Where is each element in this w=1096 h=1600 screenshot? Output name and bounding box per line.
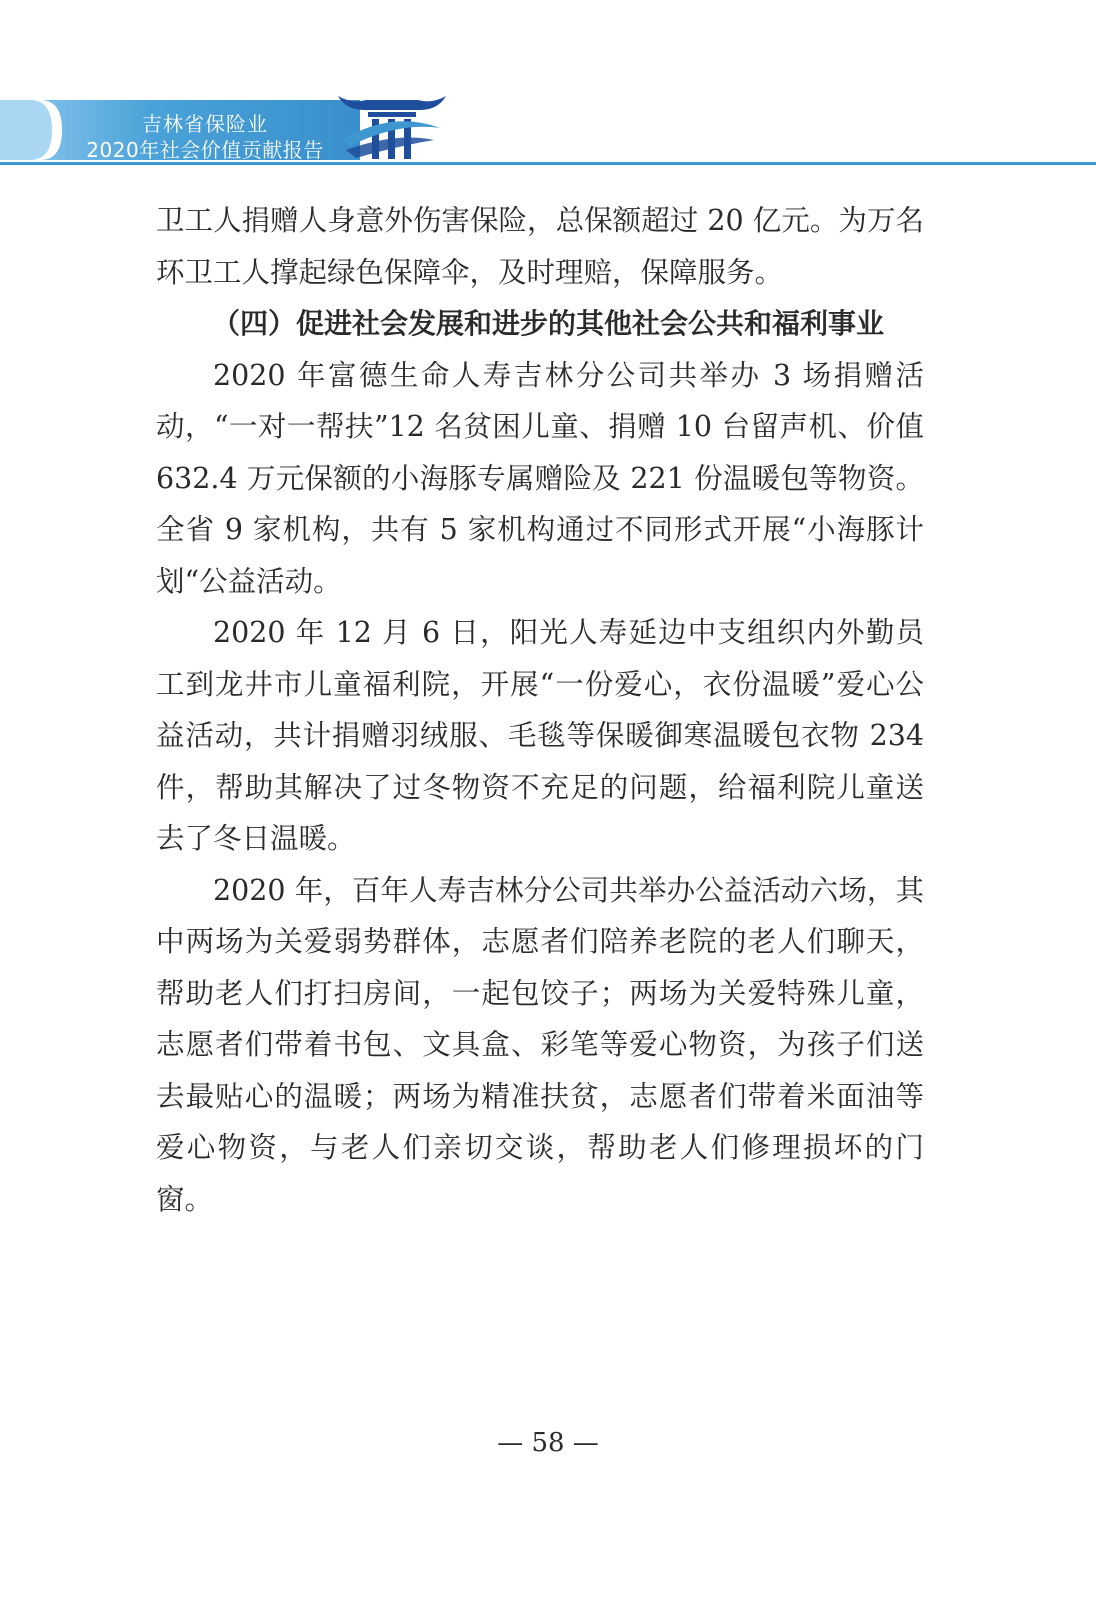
paragraph-sunshine-life: 2020 年 12 月 6 日，阳光人寿延边中支组织内外勤员工到龙井市儿童福利院，开展“一份爱心，衣份温暖”爱心公益活动，共计捐赠羽绒服、毛毯等保暖御寒温暖包衣物 234 件，帮助其解决了过冬物资不充足的问题，给福利院儿童送去了冬日温暖。 — [156, 616, 924, 855]
paragraph-continued: 卫工人捐赠人身意外伤害保险，总保额超过 20 亿元。为万名环卫工人撑起绿色保障伞，及时理赔，保障服务。 — [156, 204, 924, 289]
report-title: 2020年社会价值贡献报告 — [86, 138, 324, 162]
report-series-title: 吉林省保险业 — [142, 112, 268, 136]
page-body — [156, 195, 924, 1225]
page-header — [0, 0, 1096, 175]
section-heading: （四）促进社会发展和进步的其他社会公共和福利事业 — [212, 307, 885, 340]
page-number: — 58 — — [497, 1428, 599, 1458]
paragraph-aeon-life: 2020 年，百年人寿吉林分公司共举办公益活动六场，其中两场为关爱弱势群体，志愿者们陪养老院的老人们聊天，帮助老人们打扫房间，一起包饺子；两场为关爱特殊儿童，志愿者们带着书包、文具盒、彩笔等爱心物资，为孩子们送去最贴心的温暖；两场为精准扶贫，志愿者们带着米面油等爱心物资，与老人们亲切交谈，帮助老人们修理损坏的门窗。 — [156, 873, 924, 1216]
paragraph-fude-life: 2020 年富德生命人寿吉林分公司共举办 3 场捐赠活动，“一对一帮扶”12 名贫困儿童、捐赠 10 台留声机、价值 632.4 万元保额的小海豚专属赠险及 221 份温暖包等物资。全省 9 家机构，共有 5 家机构通过不同形式开展“小海豚计划“公益活动。 — [156, 358, 924, 598]
